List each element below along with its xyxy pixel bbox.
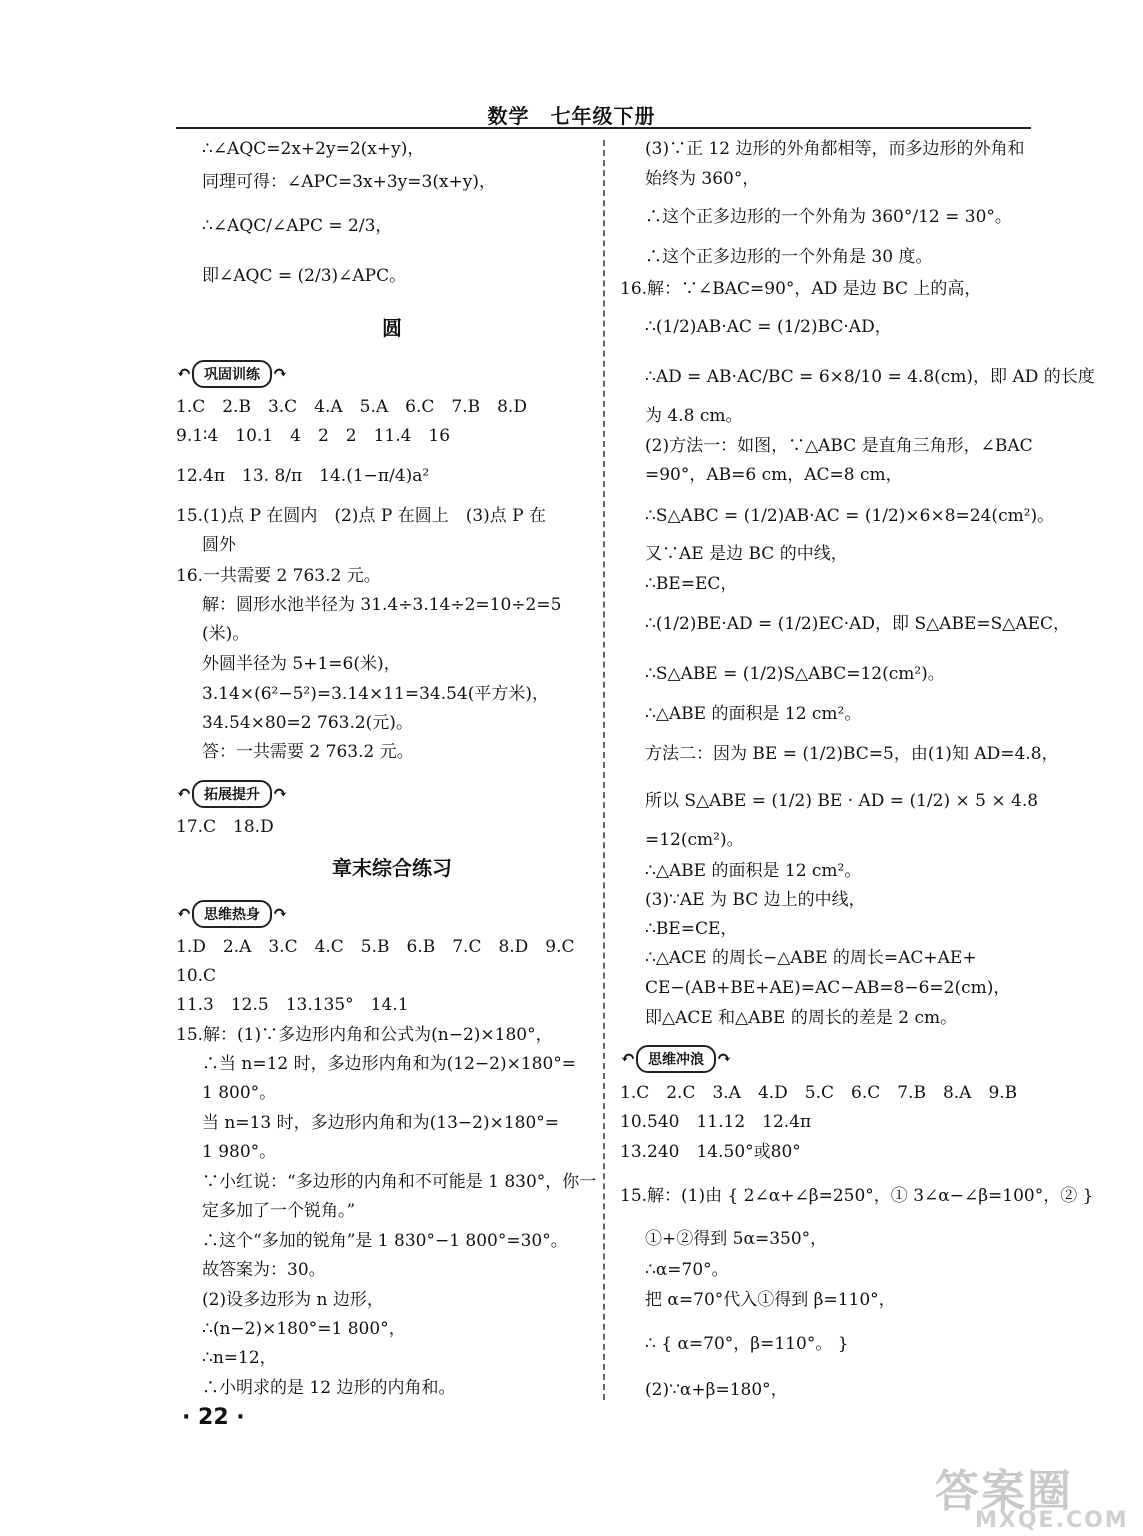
text-line: ∴n=12， [202,1348,277,1368]
watermark-logo: 答案圈 [935,1466,1073,1517]
text-line: ∴(1/2)BE·AD = (1/2)EC·AD，即 S△ABE=S△AEC， [645,614,1071,634]
text-line: 12.4π 13. 8/π 14.(1−π/4)a² [176,466,430,486]
text-line: ∴这个正多边形的一个外角为 360°/12 = 30°。 [645,207,1012,227]
text-line: 1 980°。 [202,1142,277,1162]
text-line: 10.540 11.12 12.4π [620,1112,812,1132]
text-line: 圆外 [202,535,236,555]
text-line: 为 4.8 cm。 [645,406,743,426]
text-line: 34.54×80=2 763.2(元)。 [202,713,413,733]
text-line: 13.240 14.50°或80° [620,1142,801,1162]
curl-right-icon: ↷ [716,1048,732,1069]
text-line: ∴BE=EC， [645,574,738,594]
text-line: ∴当 n=12 时，多边形内角和为(12−2)×180°= [202,1054,577,1074]
text-line: 始终为 360°， [645,169,760,189]
text-line: (3)∵正 12 边形的外角都相等，而多边形的外角和 [645,139,1025,159]
text-line: 同理可得：∠APC=3x+3y=3(x+y)， [202,172,497,192]
text-line: ∴S△ABC = (1/2)AB·AC = (1/2)×6×8=24(cm²)。 [645,506,1055,526]
text-line: 当 n=13 时，多边形内角和为(13−2)×180°= [202,1113,560,1133]
text-line: 所以 S△ABE = (1/2) BE · AD = (1/2) × 5 × 4.8 [645,791,1039,811]
text-line: 外圆半径为 5+1=6(米)， [202,654,401,674]
text-line: 定多加了一个锐角。” [202,1201,356,1221]
badge-warmup [176,900,288,928]
text-line: 1.D 2.A 3.C 4.C 5.B 6.B 7.C 8.D 9.C [176,937,575,957]
curl-left-icon: ↶ [620,1048,636,1069]
text-line: ∴BE=CE， [645,919,738,939]
badge-label: 思维热身 [192,900,272,928]
text-line: 17.C 18.D [176,817,274,837]
text-line: 11.3 12.5 13.135° 14.1 [176,995,409,1015]
badge-label: 思维冲浪 [636,1045,716,1073]
badge-consolidate [176,360,288,388]
badge-extend [176,780,288,808]
text-line: 即∠AQC = (2/3)∠APC。 [202,266,407,286]
text-line: (3)∵AE 为 BC 边上的中线， [645,890,866,910]
text-line: 答：一共需要 2 763.2 元。 [202,742,414,762]
curl-left-icon: ↶ [176,903,192,924]
text-line: 15.(1)点 P 在圆内 (2)点 P 在圆上 (3)点 P 在 [176,506,547,526]
text-line: ∴△ACE 的周长−△ABE 的周长=AC+AE+ [645,948,977,968]
text-line: 方法二：因为 BE = (1/2)BC=5，由(1)知 AD=4.8， [645,744,1059,764]
text-line: 3.14×(6²−5²)=3.14×11=34.54(平方米)， [202,684,550,704]
text-line: 故答案为：30。 [202,1260,326,1280]
text-line: ∴∠AQC/∠APC = 2/3， [202,216,393,236]
text-line: 16.解：∵∠BAC=90°，AD 是边 BC 上的高， [620,279,982,299]
text-line: ∴(1/2)AB·AC = (1/2)BC·AD， [645,317,892,337]
curl-right-icon: ↷ [272,903,288,924]
text-line: (2)方法一：如图，∵△ABC 是直角三角形，∠BAC [645,436,1033,456]
curl-right-icon: ↷ [272,783,288,804]
badge-label: 巩固训练 [192,360,272,388]
section-heading-chapter: 章末综合练习 [332,856,452,880]
text-line: (2)∵α+β=180°， [645,1380,788,1400]
text-line: CE−(AB+BE+AE)=AC−AB=8−6=2(cm)， [645,978,1011,998]
text-line: ∴(n−2)×180°=1 800°， [202,1319,406,1339]
page-number: · 22 · [182,1405,245,1430]
text-line: 1.C 2.C 3.A 4.D 5.C 6.C 7.B 8.A 9.B [620,1083,1018,1103]
text-line: ∴这个正多边形的一个外角是 30 度。 [645,247,933,267]
curl-right-icon: ↷ [272,363,288,384]
text-line: (米)。 [202,624,250,644]
curl-left-icon: ↶ [176,783,192,804]
text-line: 解：圆形水池半径为 31.4÷3.14÷2=10÷2=5 [202,595,562,615]
text-line: =90°，AB=6 cm，AC=8 cm， [645,465,903,485]
text-line: ∴AD = AB·AC/BC = 6×8/10 = 4.8(cm)，即 AD 的长度 [645,367,1095,387]
text-line: 9.1∶4 10.1 4 2 2 11.4 16 [176,426,451,446]
text-line: ∴△ABE 的面积是 12 cm²。 [645,704,862,724]
column-divider [603,140,605,1400]
text-line: ∴ { α=70°，β=110°。 } [645,1334,849,1354]
watermark-url: MXQE.COM [975,1508,1129,1533]
section-heading-circle: 圆 [382,316,402,340]
badge-label: 拓展提升 [192,780,272,808]
badge-surge [620,1045,732,1073]
header-rule [176,127,1031,129]
text-line: 1.C 2.B 3.C 4.A 5.A 6.C 7.B 8.D [176,397,527,417]
text-line: 1 800°。 [202,1083,277,1103]
text-line: ∴△ABE 的面积是 12 cm²。 [645,861,862,881]
text-line: 15.解：(1)由 { 2∠α+∠β=250°，① 3∠α−∠β=100°，② } [620,1186,1094,1206]
text-line: ∴α=70°。 [645,1260,729,1280]
text-line: ∴小明求的是 12 边形的内角和。 [202,1378,456,1398]
text-line: ∴S△ABE = (1/2)S△ABC=12(cm²)。 [645,664,945,684]
text-line: (2)设多边形为 n 边形， [202,1290,384,1310]
text-line: 即△ACE 和△ABE 的周长的差是 2 cm。 [645,1008,958,1028]
page-header-title: 数学 七年级下册 [487,104,656,128]
text-line: 15.解：(1)∵多边形内角和公式为(n−2)×180°， [176,1025,553,1045]
text-line: ∵小红说：“多边形的内角和不可能是 1 830°，你一 [202,1172,597,1192]
text-line: 10.C [176,966,217,986]
text-line: ∴∠AQC=2x+2y=2(x+y)， [202,139,425,159]
text-line: 16.一共需要 2 763.2 元。 [176,566,381,586]
text-line: =12(cm²)。 [645,830,744,850]
curl-left-icon: ↶ [176,363,192,384]
text-line: 又∵AE 是边 BC 的中线， [645,544,848,564]
text-line: 把 α=70°代入①得到 β=110°， [645,1290,896,1310]
text-line: ∴这个“多加的锐角”是 1 830°−1 800°=30°。 [202,1231,568,1251]
text-line: ①+②得到 5α=350°， [645,1229,828,1249]
